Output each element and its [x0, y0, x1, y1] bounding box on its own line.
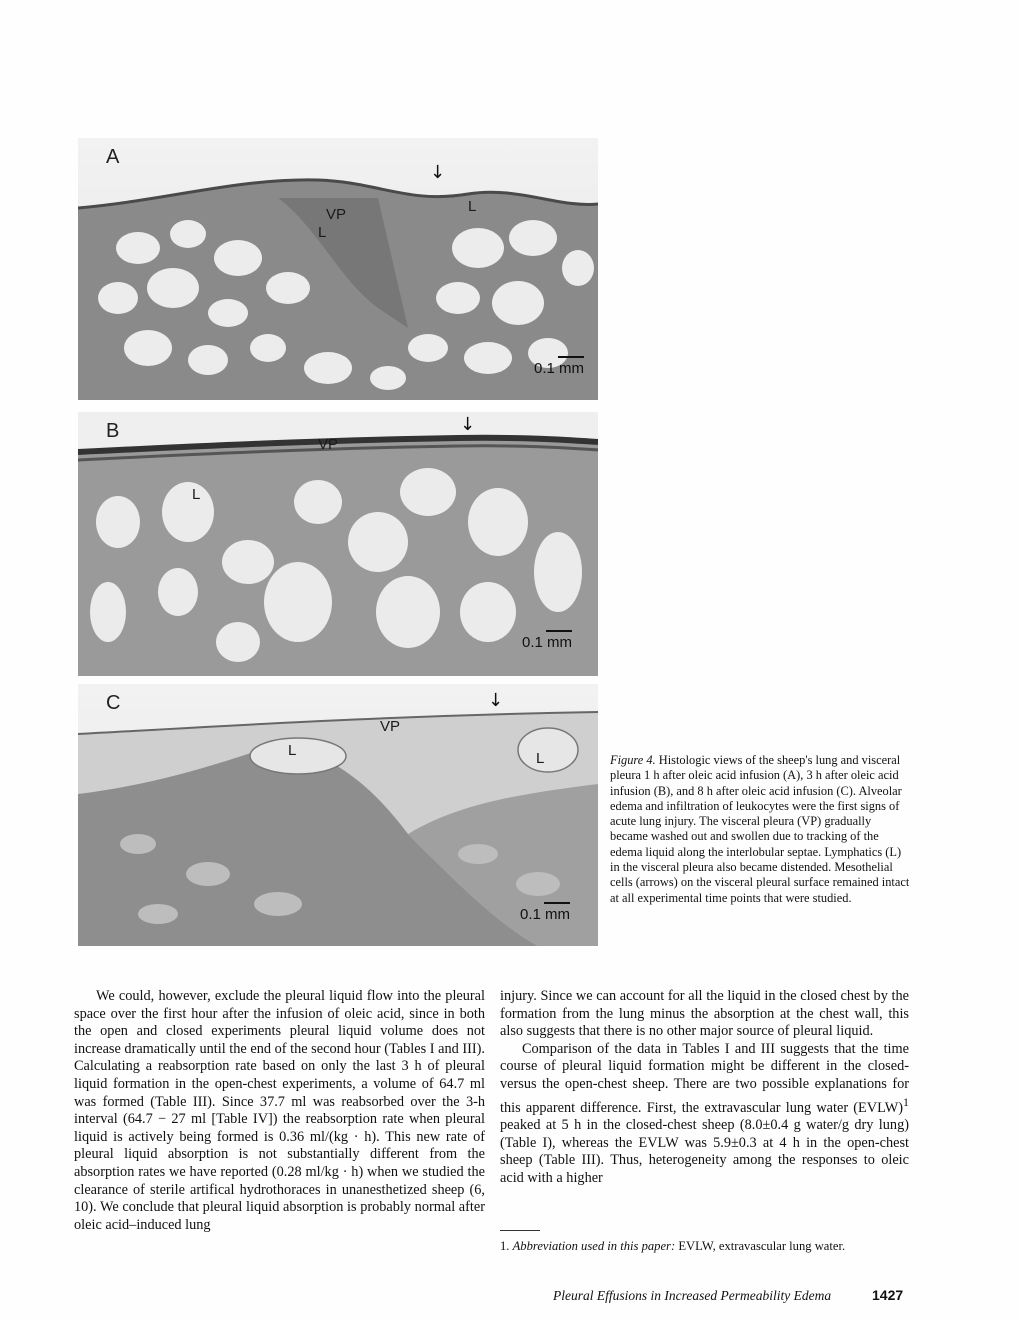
paragraph-text: Comparison of the data in Tables I and III suggests that the time course of pleural liquid formation might be different in the closed- versus the open-chest sheep. There are two possible explanations for this apparent difference. First, the extravascular lung water (EVLW) — [500, 1040, 909, 1116]
figure-panel-b — [78, 412, 598, 676]
scale-bar — [488, 630, 572, 651]
page-number: 1427 — [872, 1287, 904, 1303]
body-column-right — [500, 988, 909, 1187]
figure-panel-c — [78, 684, 598, 946]
footnote-number: 1. — [500, 1239, 510, 1253]
scale-label: 0.1 mm — [521, 634, 572, 651]
down-arrow-icon: ↓ — [430, 162, 446, 183]
paragraph-text: peaked at 5 h in the closed-chest sheep (8.0±0.4 g water/g dry lung) (Table I), whereas the EVLW was 5.9±0.3 at 4 h in the open-chest sheep (Table III). Thus, heterogeneity among the responses to oleic acid with a higher — [500, 1116, 909, 1186]
lymph-label: L — [468, 198, 477, 215]
panel-letter: A — [106, 146, 120, 168]
body-column-left — [74, 988, 485, 1234]
lymph-label: L — [318, 224, 327, 241]
down-arrow-icon: ↓ — [488, 690, 504, 711]
running-head: Pleural Effusions in Increased Permeability Edema — [553, 1288, 832, 1303]
panel-letter: B — [106, 420, 120, 442]
panel-letter: C — [106, 692, 121, 714]
lymph-label: L — [536, 750, 545, 767]
vp-label: VP — [318, 436, 339, 453]
paragraph: We could, however, exclude the pleural liquid flow into the pleural space over the first hour after the infusion of oleic acid, since in both the open and closed experiments pleural liquid volume does not increase dramatically until the end of the second hour (Tables I and III). Calculating a reabsorption rate based on only the last 3 h of pleural liquid formation in the open-chest experiments, a volume of 64.7 ml was formed (Table III). Since 37.7 ml was reabsorbed over the 3-h interval (64.7 − 27 ml [Table IV]) the reabsorption rate when pleural liquid is actively being formed is 0.36 ml/(kg · h). This new rate of pleural liquid absorption is not substantially different from the absorption rates we have reported (0.28 ml/kg · h) when we studied the clearance of sterile artifical hydrothoraces in unanesthetized sheep (6, 10). We conclude that pleural liquid absorption is probably normal after oleic acid–induced lung — [74, 988, 485, 1233]
footnote-rule — [500, 1230, 540, 1231]
down-arrow-icon: ↓ — [460, 414, 476, 435]
paragraph: injury. Since we can account for all the liquid in the closed chest by the formation from the lung minus the absorption at the chest wall, this also suggests that there is no other major source of pleural liquid. — [500, 988, 909, 1040]
paragraph — [500, 1041, 909, 1188]
footnote — [500, 1238, 920, 1254]
lymph-label: L — [288, 742, 297, 759]
figure-caption — [610, 753, 910, 906]
vp-label: VP — [380, 718, 401, 735]
figure-panel-a — [78, 138, 598, 400]
caption-text: Histologic views of the sheep's lung and visceral pleura 1 h after oleic acid infusion (A), 3 h after oleic acid infusion (B), and 8 h after oleic acid infusion (C). Alveolar edema and infiltration of leukocytes were the first signs of acute lung injury. The visceral pleura (VP) gradually became washed out and swollen due to tracking of the edema liquid along the interlobular septae. Lymphatics (L) in the visceral pleura also became distended. Mesothelial cells (arrows) on the visceral pleural surface remained intact at all experimental time points that were studied. — [610, 753, 910, 905]
footnote-text: EVLW, extravascular lung water. — [678, 1239, 846, 1253]
lymph-label: L — [192, 486, 201, 503]
vp-label: VP — [326, 206, 347, 223]
scale-bar — [490, 902, 570, 923]
footnote-label: Abbreviation used in this paper: — [512, 1239, 676, 1253]
footnote-ref: 1 — [903, 1094, 909, 1109]
scale-label: 0.1 mm — [533, 360, 584, 377]
scale-label: 0.1 mm — [519, 906, 570, 923]
scale-bar — [504, 356, 584, 377]
figure-label: Figure 4. — [610, 753, 656, 767]
